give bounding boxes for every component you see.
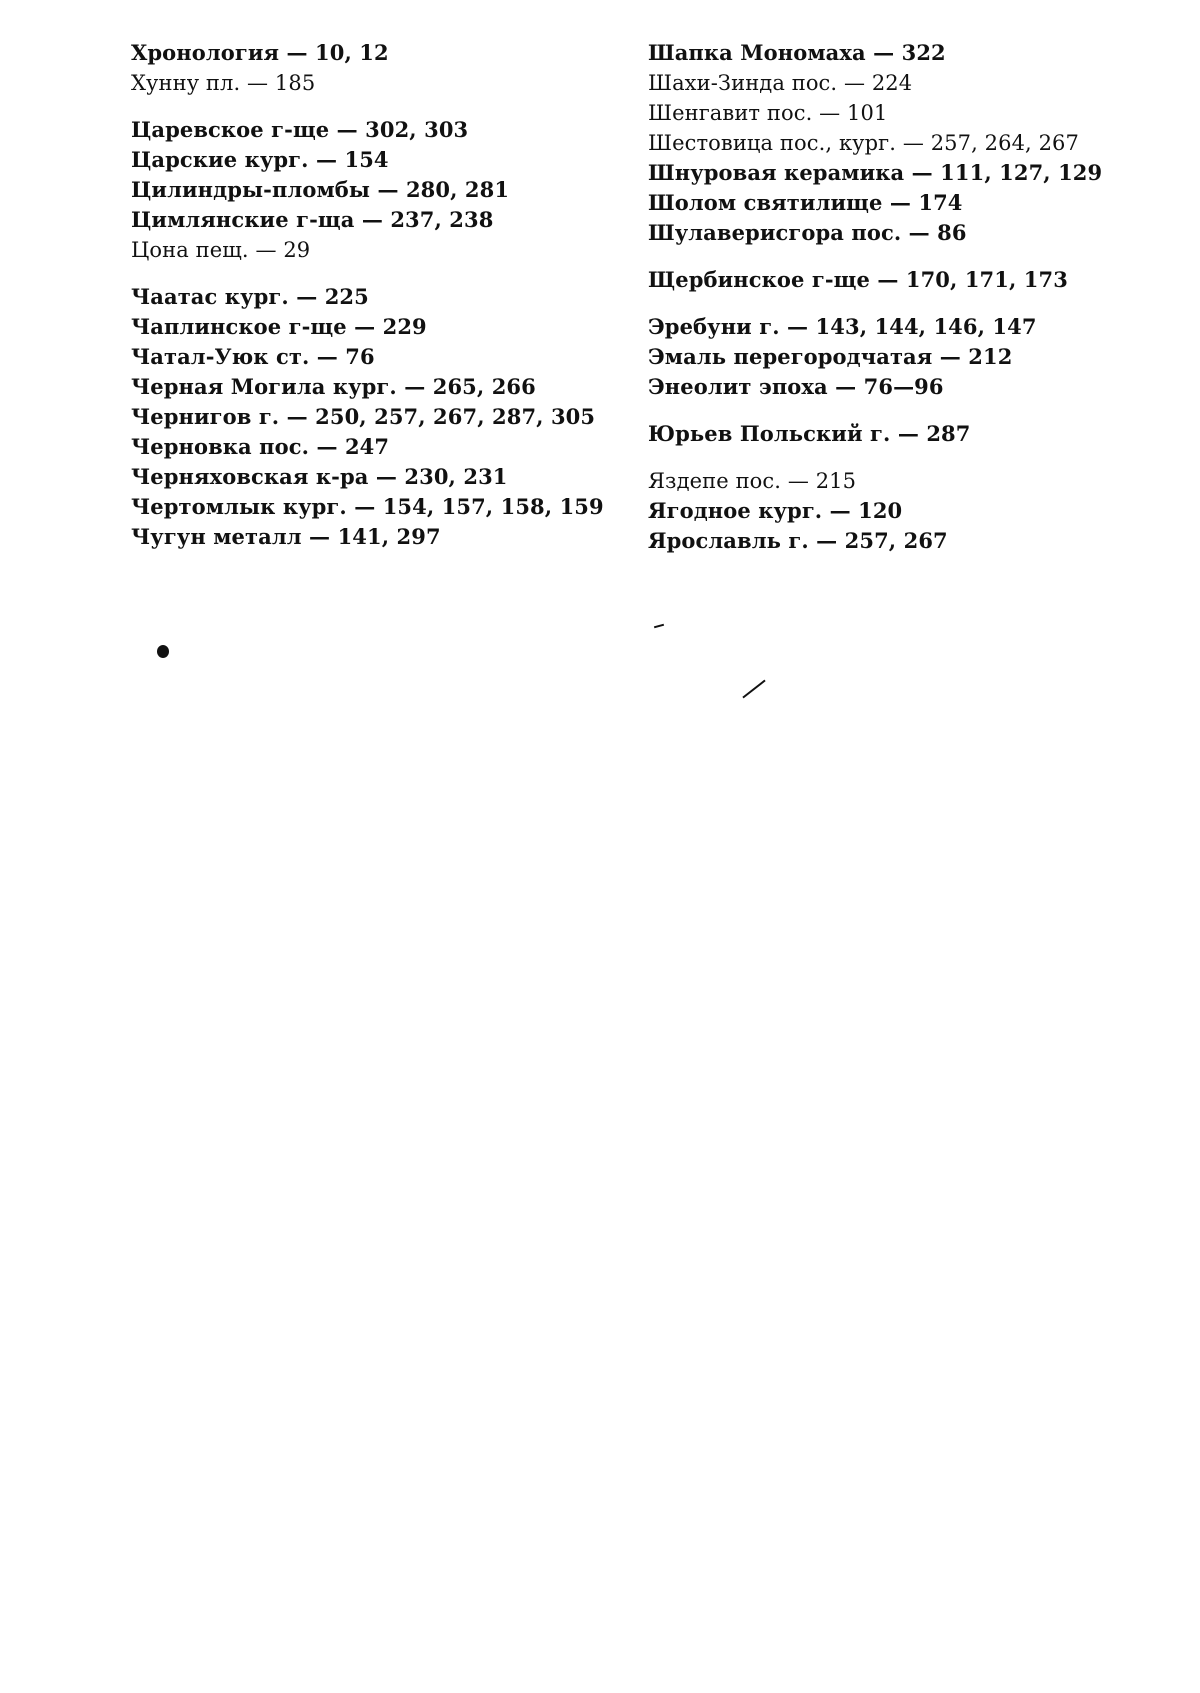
index-entry: Цилиндры-пломбы — 280, 281 [131, 177, 510, 202]
index-entry: Черняховская к-ра — 230, 231 [131, 464, 508, 489]
index-entry: Хронология — 10, 12 [131, 40, 389, 65]
index-entry: Ягодное кург. — 120 [648, 498, 903, 523]
index-entry: Цона пещ. — 29 [131, 238, 311, 262]
index-entry: Эребуни г. — 143, 144, 146, 147 [648, 314, 1037, 339]
index-group-yu [648, 419, 1108, 449]
index-column-right [648, 38, 1108, 573]
index-entry: Черновка пос. — 247 [131, 434, 390, 459]
index-entry: Шахи-Зинда пос. — 224 [648, 71, 913, 95]
index-group-ch [131, 282, 604, 552]
index-entry: Юрьев Польский г. — 287 [648, 421, 971, 446]
scan-speck [742, 680, 765, 699]
index-entry: Чаплинское г-ще — 229 [131, 314, 427, 339]
scan-speck [157, 645, 169, 658]
index-entry: Шулаверисгора пос. — 86 [648, 220, 967, 245]
index-entry: Чертомлык кург. — 154, 157, 158, 159 [131, 494, 604, 519]
index-entry: Энеолит эпоха — 76—96 [648, 374, 944, 399]
index-group-ts [131, 115, 591, 265]
index-entry: Чаатас кург. — 225 [131, 284, 369, 309]
index-group-shch [648, 265, 1108, 295]
index-entry: Шестовица пос., кург. — 257, 264, 267 [648, 131, 1079, 155]
index-group-ya [648, 466, 1108, 556]
index-entry: Черная Могила кург. — 265, 266 [131, 374, 536, 399]
index-entry: Чернигов г. — 250, 257, 267, 287, 305 [131, 404, 596, 429]
index-entry: Шенгавит пос. — 101 [648, 101, 888, 125]
index-entry: Чатал-Уюк ст. — 76 [131, 344, 375, 369]
index-entry: Хунну пл. — 185 [131, 71, 316, 95]
index-group-e [648, 312, 1108, 402]
index-entry: Шолом святилище — 174 [648, 190, 963, 215]
scan-speck [654, 624, 664, 629]
index-entry: Шнуровая керамика — 111, 127, 129 [648, 160, 1103, 185]
index-group-kh [131, 38, 591, 98]
index-entry: Царевское г-ще — 302, 303 [131, 117, 469, 142]
index-entry: Цимлянские г-ща — 237, 238 [131, 207, 494, 232]
index-column-left [131, 38, 604, 569]
index-entry: Эмаль перегородчатая — 212 [648, 344, 1013, 369]
index-entry: Чугун металл — 141, 297 [131, 524, 441, 549]
index-entry: Яздепе пос. — 215 [648, 469, 857, 493]
index-entry: Ярославль г. — 257, 267 [648, 528, 948, 553]
index-entry: Царские кург. — 154 [131, 147, 389, 172]
index-entry: Щербинское г-ще — 170, 171, 173 [648, 267, 1068, 292]
index-group-sh [648, 38, 1108, 248]
index-entry: Шапка Мономаха — 322 [648, 40, 946, 65]
